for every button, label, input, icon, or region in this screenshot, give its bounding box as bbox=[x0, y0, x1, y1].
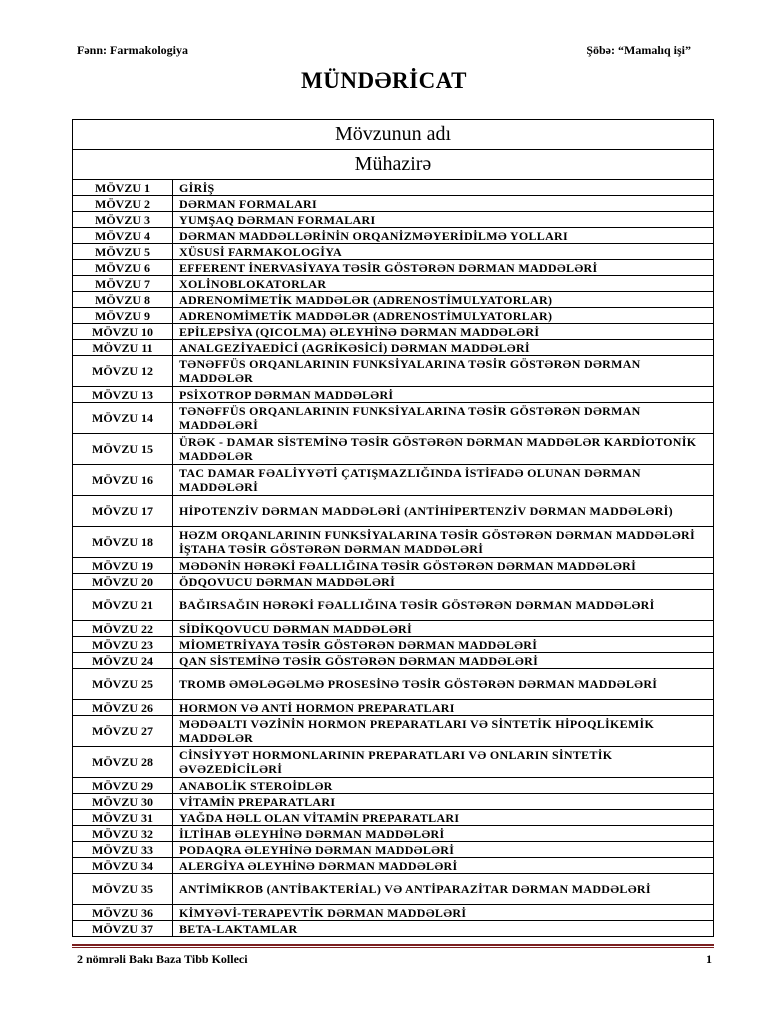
topic-title: HİPOTENZİV DƏRMAN MADDƏLƏRİ (ANTİHİPERTENZİV DƏRMAN MADDƏLƏRİ) bbox=[173, 496, 714, 527]
table-row bbox=[73, 434, 714, 465]
topic-title: MƏDƏNİN HƏRƏKİ FƏALLIĞINA TƏSİR GÖSTƏRƏN DƏRMAN MADDƏLƏRİ bbox=[173, 558, 714, 574]
topic-number: MÖVZU 12 bbox=[73, 356, 173, 387]
contents-table bbox=[72, 119, 714, 937]
topic-title: HORMON VƏ ANTİ HORMON PREPARATLARI bbox=[173, 700, 714, 716]
topic-title: ÖDQOVUCU DƏRMAN MADDƏLƏRİ bbox=[173, 574, 714, 590]
topic-number: MÖVZU 36 bbox=[73, 905, 173, 921]
topic-title: PODAQRA ƏLEYHİNƏ DƏRMAN MADDƏLƏRİ bbox=[173, 842, 714, 858]
table-row bbox=[73, 842, 714, 858]
topic-title: XÜSUSİ FARMAKOLOGİYA bbox=[173, 244, 714, 260]
table-row bbox=[73, 308, 714, 324]
topic-title: XOLİNOBLOKATORLAR bbox=[173, 276, 714, 292]
topic-title: ADRENOMİMETİK MADDƏLƏR (ADRENOSTİMULYATORLAR) bbox=[173, 308, 714, 324]
topic-number: MÖVZU 18 bbox=[73, 527, 173, 558]
topic-number: MÖVZU 31 bbox=[73, 810, 173, 826]
table-row bbox=[73, 212, 714, 228]
table-row bbox=[73, 810, 714, 826]
topic-number: MÖVZU 16 bbox=[73, 465, 173, 496]
topic-number: MÖVZU 11 bbox=[73, 340, 173, 356]
table-row bbox=[73, 340, 714, 356]
topic-title: SİDİKQOVUCU DƏRMAN MADDƏLƏRİ bbox=[173, 621, 714, 637]
topic-title: ANALGEZİYAEDİCİ (AGRİKƏSİCİ) DƏRMAN MADDƏLƏRİ bbox=[173, 340, 714, 356]
topic-number: MÖVZU 9 bbox=[73, 308, 173, 324]
topic-number: MÖVZU 8 bbox=[73, 292, 173, 308]
topic-number: MÖVZU 6 bbox=[73, 260, 173, 276]
table-row bbox=[73, 324, 714, 340]
table-row bbox=[73, 778, 714, 794]
topic-number: MÖVZU 13 bbox=[73, 387, 173, 403]
topic-title: EPİLEPSİYA (QICOLMA) ƏLEYHİNƏ DƏRMAN MADDƏLƏRİ bbox=[173, 324, 714, 340]
topic-number: MÖVZU 35 bbox=[73, 874, 173, 905]
table-row bbox=[73, 403, 714, 434]
topic-number: MÖVZU 27 bbox=[73, 716, 173, 747]
topic-title: BAĞIRSAĞIN HƏRƏKİ FƏALLIĞINA TƏSİR GÖSTƏRƏN DƏRMAN MADDƏLƏRİ bbox=[173, 590, 714, 621]
topic-title: PSİXOTROP DƏRMAN MADDƏLƏRİ bbox=[173, 387, 714, 403]
table-row bbox=[73, 276, 714, 292]
table-row bbox=[73, 794, 714, 810]
table-row bbox=[73, 716, 714, 747]
topic-number: MÖVZU 14 bbox=[73, 403, 173, 434]
topic-title: ADRENOMİMETİK MADDƏLƏR (ADRENOSTİMULYATORLAR) bbox=[173, 292, 714, 308]
topic-title: MƏDƏALTI VƏZİNİN HORMON PREPARATLARI VƏ SİNTETİK HİPOQLİKEMİK MADDƏLƏR bbox=[173, 716, 714, 747]
footer-divider-thin bbox=[72, 947, 714, 948]
topic-number: MÖVZU 29 bbox=[73, 778, 173, 794]
table-row bbox=[73, 465, 714, 496]
topic-title: EFFERENT İNERVASİYAYA TƏSİR GÖSTƏRƏN DƏRMAN MADDƏLƏRİ bbox=[173, 260, 714, 276]
table-row bbox=[73, 292, 714, 308]
table-row bbox=[73, 180, 714, 196]
table-row bbox=[73, 826, 714, 842]
table-row bbox=[73, 527, 714, 558]
table-header-lecture: Mühazirə bbox=[73, 150, 714, 180]
topic-title: CİNSİYYƏT HORMONLARININ PREPARATLARI VƏ ONLARIN SİNTETİK ƏVƏZEDİCİLƏRİ bbox=[173, 747, 714, 778]
topic-number: MÖVZU 17 bbox=[73, 496, 173, 527]
topic-title: YUMŞAQ DƏRMAN FORMALARI bbox=[173, 212, 714, 228]
topic-number: MÖVZU 24 bbox=[73, 653, 173, 669]
topic-title: YAĞDA HƏLL OLAN VİTAMİN PREPARATLARI bbox=[173, 810, 714, 826]
table-row bbox=[73, 747, 714, 778]
table-row bbox=[73, 858, 714, 874]
topic-title: TƏNƏFFÜS ORQANLARININ FUNKSİYALARINA TƏSİR GÖSTƏRƏN DƏRMAN MADDƏLƏR bbox=[173, 356, 714, 387]
topic-title: TAC DAMAR FƏALİYYƏTİ ÇATIŞMAZLIĞINDA İSTİFADƏ OLUNAN DƏRMAN MADDƏLƏRİ bbox=[173, 465, 714, 496]
table-row bbox=[73, 921, 714, 937]
table-row bbox=[73, 637, 714, 653]
table-row bbox=[73, 196, 714, 212]
topic-title: HƏZM ORQANLARININ FUNKSİYALARINA TƏSİR GÖSTƏRƏN DƏRMAN MADDƏLƏRİ İŞTAHA TƏSİR GÖSTƏRƏN DƏRMAN MADDƏLƏRİ bbox=[173, 527, 714, 558]
topic-number: MÖVZU 34 bbox=[73, 858, 173, 874]
footer-divider bbox=[72, 944, 714, 946]
topic-title: TƏNƏFFÜS ORQANLARININ FUNKSİYALARINA TƏSİR GÖSTƏRƏN DƏRMAN MADDƏLƏRİ bbox=[173, 403, 714, 434]
topic-title: KİMYƏVİ-TERAPEVTİK DƏRMAN MADDƏLƏRİ bbox=[173, 905, 714, 921]
topic-number: MÖVZU 23 bbox=[73, 637, 173, 653]
topic-title: TROMB ƏMƏLƏGƏLMƏ PROSESİNƏ TƏSİR GÖSTƏRƏN DƏRMAN MADDƏLƏRİ bbox=[173, 669, 714, 700]
topic-number: MÖVZU 2 bbox=[73, 196, 173, 212]
footer-college-name: 2 nömrəli Bakı Baza Tibb Kolleci bbox=[77, 952, 248, 966]
table-row bbox=[73, 356, 714, 387]
topic-title: İLTİHAB ƏLEYHİNƏ DƏRMAN MADDƏLƏRİ bbox=[173, 826, 714, 842]
table-row bbox=[73, 496, 714, 527]
table-row bbox=[73, 244, 714, 260]
topic-number: MÖVZU 19 bbox=[73, 558, 173, 574]
subject-header: Fənn: Farmakologiya bbox=[77, 43, 188, 57]
department-header: Şöbə: “Mamalıq işi” bbox=[586, 43, 691, 57]
topic-title: VİTAMİN PREPARATLARI bbox=[173, 794, 714, 810]
topic-number: MÖVZU 3 bbox=[73, 212, 173, 228]
topic-title: DƏRMAN FORMALARI bbox=[173, 196, 714, 212]
topic-title: ANTİMİKROB (ANTİBAKTERİAL) VƏ ANTİPARAZİTAR DƏRMAN MADDƏLƏRİ bbox=[173, 874, 714, 905]
table-row bbox=[73, 653, 714, 669]
topic-number: MÖVZU 33 bbox=[73, 842, 173, 858]
table-row bbox=[73, 558, 714, 574]
table-row bbox=[73, 574, 714, 590]
topic-number: MÖVZU 7 bbox=[73, 276, 173, 292]
topic-number: MÖVZU 32 bbox=[73, 826, 173, 842]
topic-title: ANABOLİK STEROİDLƏR bbox=[173, 778, 714, 794]
table-row bbox=[73, 590, 714, 621]
page-number: 1 bbox=[706, 952, 712, 966]
table-row bbox=[73, 874, 714, 905]
topic-title: QAN SİSTEMİNƏ TƏSİR GÖSTƏRƏN DƏRMAN MADDƏLƏRİ bbox=[173, 653, 714, 669]
table-row bbox=[73, 387, 714, 403]
topic-title: DƏRMAN MADDƏLLƏRİNİN ORQANİZMƏYERİDİLMƏ YOLLARI bbox=[173, 228, 714, 244]
table-row bbox=[73, 700, 714, 716]
topic-number: MÖVZU 22 bbox=[73, 621, 173, 637]
topic-number: MÖVZU 28 bbox=[73, 747, 173, 778]
table-row bbox=[73, 669, 714, 700]
topic-number: MÖVZU 10 bbox=[73, 324, 173, 340]
topic-number: MÖVZU 4 bbox=[73, 228, 173, 244]
table-header-topic-name: Mövzunun adı bbox=[73, 120, 714, 150]
topic-number: MÖVZU 21 bbox=[73, 590, 173, 621]
topic-number: MÖVZU 30 bbox=[73, 794, 173, 810]
table-header-row bbox=[73, 120, 714, 150]
topic-number: MÖVZU 1 bbox=[73, 180, 173, 196]
page-title: MÜNDƏRİCAT bbox=[301, 68, 467, 93]
table-subheader-row bbox=[73, 150, 714, 180]
table-row bbox=[73, 228, 714, 244]
table-row bbox=[73, 260, 714, 276]
topic-title: ÜRƏK - DAMAR SİSTEMİNƏ TƏSİR GÖSTƏRƏN DƏRMAN MADDƏLƏR KARDİOTONİK MADDƏLƏR bbox=[173, 434, 714, 465]
table-row bbox=[73, 905, 714, 921]
topic-number: MÖVZU 25 bbox=[73, 669, 173, 700]
topic-number: MÖVZU 5 bbox=[73, 244, 173, 260]
topic-title: GİRİŞ bbox=[173, 180, 714, 196]
topic-number: MÖVZU 15 bbox=[73, 434, 173, 465]
topic-number: MÖVZU 26 bbox=[73, 700, 173, 716]
topic-title: ALERGİYA ƏLEYHİNƏ DƏRMAN MADDƏLƏRİ bbox=[173, 858, 714, 874]
table-row bbox=[73, 621, 714, 637]
topic-title: BETA-LAKTAMLAR bbox=[173, 921, 714, 937]
topic-number: MÖVZU 37 bbox=[73, 921, 173, 937]
topic-number: MÖVZU 20 bbox=[73, 574, 173, 590]
topic-title: MİOMETRİYAYA TƏSİR GÖSTƏRƏN DƏRMAN MADDƏLƏRİ bbox=[173, 637, 714, 653]
